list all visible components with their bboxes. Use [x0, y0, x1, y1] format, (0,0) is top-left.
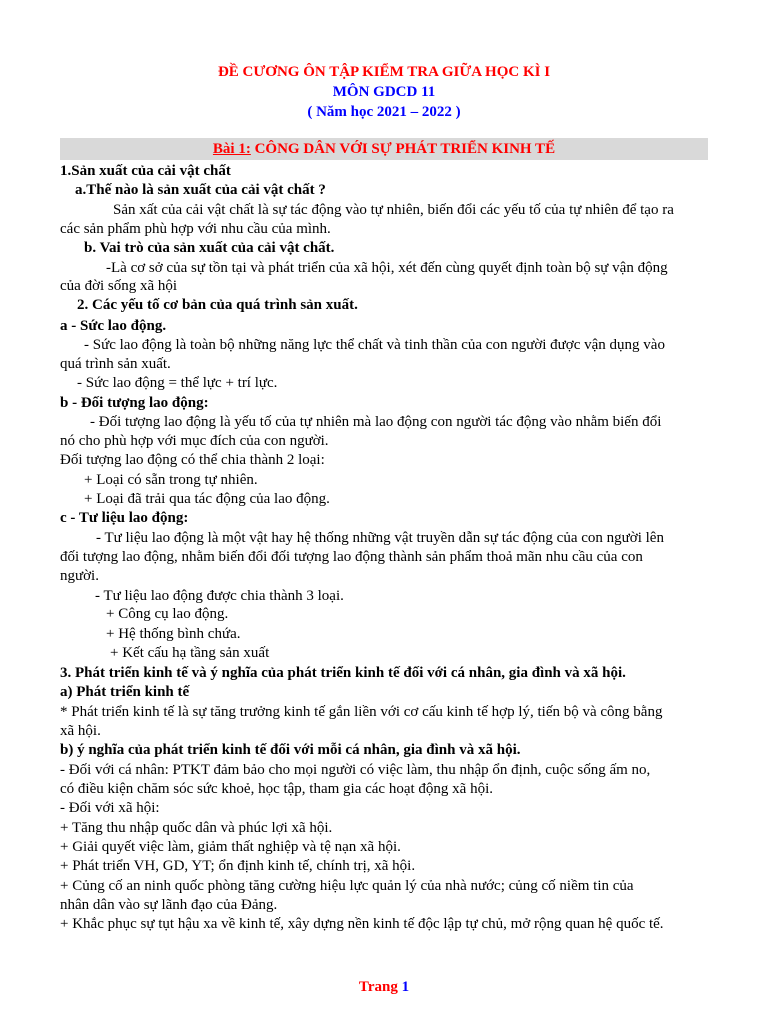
paragraph-line: - Đối tượng lao động là yếu tố của tự nhiên mà lao động con người tác động vào nhằm biến đổi [90, 414, 662, 430]
paragraph-line: đối tượng lao động, nhằm biến đổi đối tượng lao động thành sản phẩm thoả mãn nhu cầu của con [60, 549, 643, 565]
list-item: + Khắc phục sự tụt hậu xa về kinh tế, xây dựng nền kinh tế độc lập tự chủ, mở rộng quan hệ quốc tế. [60, 916, 664, 932]
paragraph-line: Đối tượng lao động có thể chia thành 2 loại: [60, 452, 325, 468]
subsection-heading: a.Thế nào là sản xuất của cải vật chất ? [75, 182, 326, 198]
section-heading: 2. Các yếu tố cơ bản của quá trình sản xuất. [77, 297, 358, 313]
paragraph-line: nó cho phù hợp với mục đích của con người. [60, 433, 329, 449]
list-item: + Loại đã trải qua tác động của lao động. [84, 491, 330, 507]
paragraph-line: - Đối với cá nhân: PTKT đảm bảo cho mọi người có việc làm, thu nhập ổn định, cuộc sống ấm no, [60, 762, 651, 778]
paragraph-line: nhân dân vào sự lãnh đạo của Đảng. [60, 897, 278, 913]
subsection-heading: b. Vai trò của sản xuất của cải vật chất. [84, 240, 335, 256]
paragraph-line: người. [60, 568, 99, 584]
paragraph-line: - Sức lao động là toàn bộ những năng lực thể chất và tinh thần của con người được vận dụng vào [84, 337, 665, 353]
list-item: + Loại có sẵn trong tự nhiên. [84, 472, 258, 488]
list-item: + Hệ thống bình chứa. [106, 626, 241, 642]
paragraph-line: có điều kiện chăm sóc sức khoẻ, học tập, tham gia các hoạt động xã hội. [60, 781, 493, 797]
paragraph-line: - Tư liệu lao động là một vật hay hệ thống những vật truyền dẫn sự tác động của con người lên [96, 530, 664, 546]
page-footer [0, 979, 768, 996]
document-year: ( Năm học 2021 – 2022 ) [307, 104, 461, 120]
list-item: + Công cụ lao động. [106, 606, 229, 622]
lesson-heading-bar [60, 138, 708, 160]
paragraph-line: - Đối với xã hội: [60, 800, 160, 816]
section-heading: 1.Sản xuất của cải vật chất [60, 163, 231, 179]
list-item: + Củng cố an ninh quốc phòng tăng cường hiệu lực quản lý của nhà nước; củng cố niềm tin của [60, 878, 634, 894]
list-item: + Kết cấu hạ tầng sản xuất [110, 645, 270, 661]
paragraph-line: Sản xất của cải vật chất là sự tác động vào tự nhiên, biến đổi các yếu tố của tự nhiên để tạo ra [113, 202, 674, 218]
paragraph-line: -Là cơ sở của sự tồn tại và phát triển của xã hội, xét đến cùng quyết định toàn bộ sự vận động [106, 260, 668, 276]
paragraph-line: - Sức lao động = thể lực + trí lực. [77, 375, 278, 391]
list-item: + Phát triển VH, GD, YT; ổn định kinh tế, chính trị, xã hội. [60, 858, 416, 874]
subsection-heading: b) ý nghĩa của phát triển kinh tế đối với mỗi cá nhân, gia đình và xã hội. [60, 742, 521, 758]
section-heading: 3. Phát triển kinh tế và ý nghĩa của phát triển kinh tế đối với cá nhân, gia đình và xã hội. [60, 665, 626, 681]
paragraph-line: của đời sống xã hội [60, 278, 178, 294]
paragraph-line: * Phát triển kinh tế là sự tăng trưởng kinh tế gắn liền với cơ cấu kinh tế hợp lý, tiến bộ và công bằng [60, 704, 663, 720]
list-item: + Tăng thu nhập quốc dân và phúc lợi xã hội. [60, 820, 333, 836]
paragraph-line: - Tư liệu lao động được chia thành 3 loại. [95, 588, 344, 604]
page-label: Trang [358, 979, 402, 995]
subsection-heading: c - Tư liệu lao động: [60, 510, 189, 526]
page-number: 1 [401, 979, 410, 995]
paragraph-line: xã hội. [60, 723, 101, 739]
subsection-heading: b - Đối tượng lao động: [60, 395, 209, 411]
paragraph-line: quá trình sản xuất. [60, 356, 171, 372]
document-subject: MÔN GDCD 11 [332, 84, 436, 100]
subsection-heading: a) Phát triển kinh tế [60, 684, 190, 700]
paragraph-line: các sản phẩm phù hợp với nhu cầu của mình. [60, 221, 331, 237]
lesson-title: CÔNG DÂN VỚI SỰ PHÁT TRIỂN KINH TẾ [250, 141, 556, 157]
list-item: + Giải quyết việc làm, giảm thất nghiệp và tệ nạn xã hội. [60, 839, 401, 855]
lesson-number: Bài 1: [212, 141, 251, 157]
document-title: ĐỀ CƯƠNG ÔN TẬP KIỂM TRA GIỮA HỌC KÌ I [217, 64, 551, 80]
subsection-heading: a - Sức lao động. [60, 318, 167, 334]
